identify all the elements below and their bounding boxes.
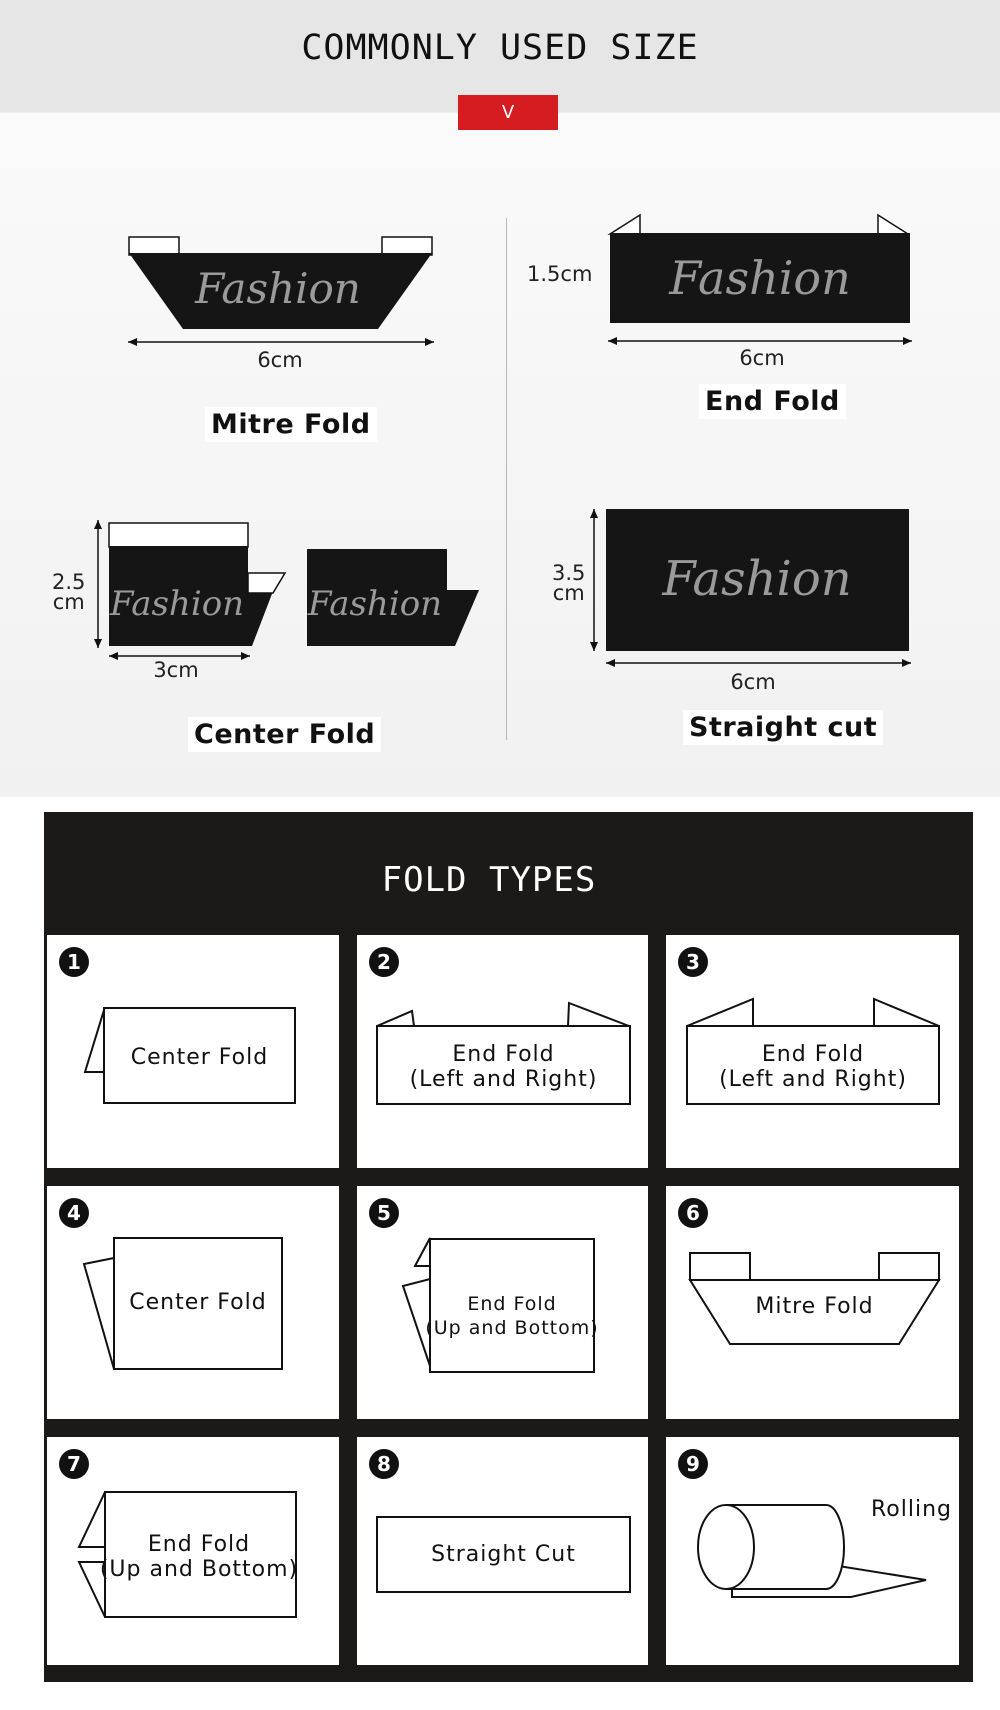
cell-label: End Fold (Left and Right) [409,1042,598,1092]
cell-label: End Fold (Up and Bottom) [99,1532,299,1582]
fold-cell-1 [47,935,339,1168]
end-width-label: 6cm [739,346,785,370]
cell-label: Center Fold [130,1045,269,1070]
fold-cell-5 [357,1186,648,1419]
straight-width-label: 6cm [730,670,776,694]
end-fold-title: End Fold [699,384,846,419]
cell-label: Center Fold [129,1290,267,1315]
cell-label: End Fold (Left and Right) [719,1042,907,1092]
column-divider [506,218,507,740]
mitre-brand-text: Fashion [195,264,361,313]
fold-cell-9 [666,1437,959,1665]
fold-cell-2 [357,935,648,1168]
mitre-width-label: 6cm [257,348,303,372]
mitre-fold-diagram [110,225,450,355]
end-brand-text: Fashion [669,251,851,305]
straight-height-label: 3.5 cm [552,561,586,605]
cell-label: End Fold (Up and Bottom) [425,1293,599,1339]
cell-number: 4 [59,1198,89,1228]
cell-number: 9 [678,1449,708,1479]
center-height-label: 2.5 cm [52,570,86,614]
chevron-down-icon: V [501,102,515,123]
end-height-label: 1.5cm [527,262,593,286]
size-section-title: COMMONLY USED SIZE [301,28,699,68]
end-fold-diagram [600,210,920,350]
fold-types-title: FOLD TYPES [381,860,597,900]
cell-number: 3 [678,947,708,977]
center-fold-title: Center Fold [188,717,381,752]
mitre-fold-title: Mitre Fold [205,407,377,442]
fold-cell-8 [357,1437,648,1665]
center-brand-text-2: Fashion [307,584,443,624]
cell-number: 6 [678,1198,708,1228]
cell-number: 2 [369,947,399,977]
cell-number: 1 [59,947,89,977]
cell-number: 5 [369,1198,399,1228]
cell-label: Rolling [871,1497,953,1522]
cell-label: Mitre Fold [755,1294,874,1319]
center-brand-text-1: Fashion [109,584,245,624]
fold-cell-4 [47,1186,339,1419]
rolling-icon [666,1437,959,1665]
cell-number: 7 [59,1449,89,1479]
fold-cell-3 [666,935,959,1168]
fold-cell-6 [666,1186,959,1419]
fold-cell-7 [47,1437,339,1665]
center-width-label: 3cm [153,658,199,682]
cell-number: 8 [369,1449,399,1479]
straight-brand-text: Fashion [662,551,852,607]
straight-cut-title: Straight cut [683,710,883,745]
cell-label: Straight Cut [431,1542,576,1567]
section-tab [458,95,558,130]
straight-cut-diagram [580,505,920,675]
center-fold-diagram [85,515,495,670]
